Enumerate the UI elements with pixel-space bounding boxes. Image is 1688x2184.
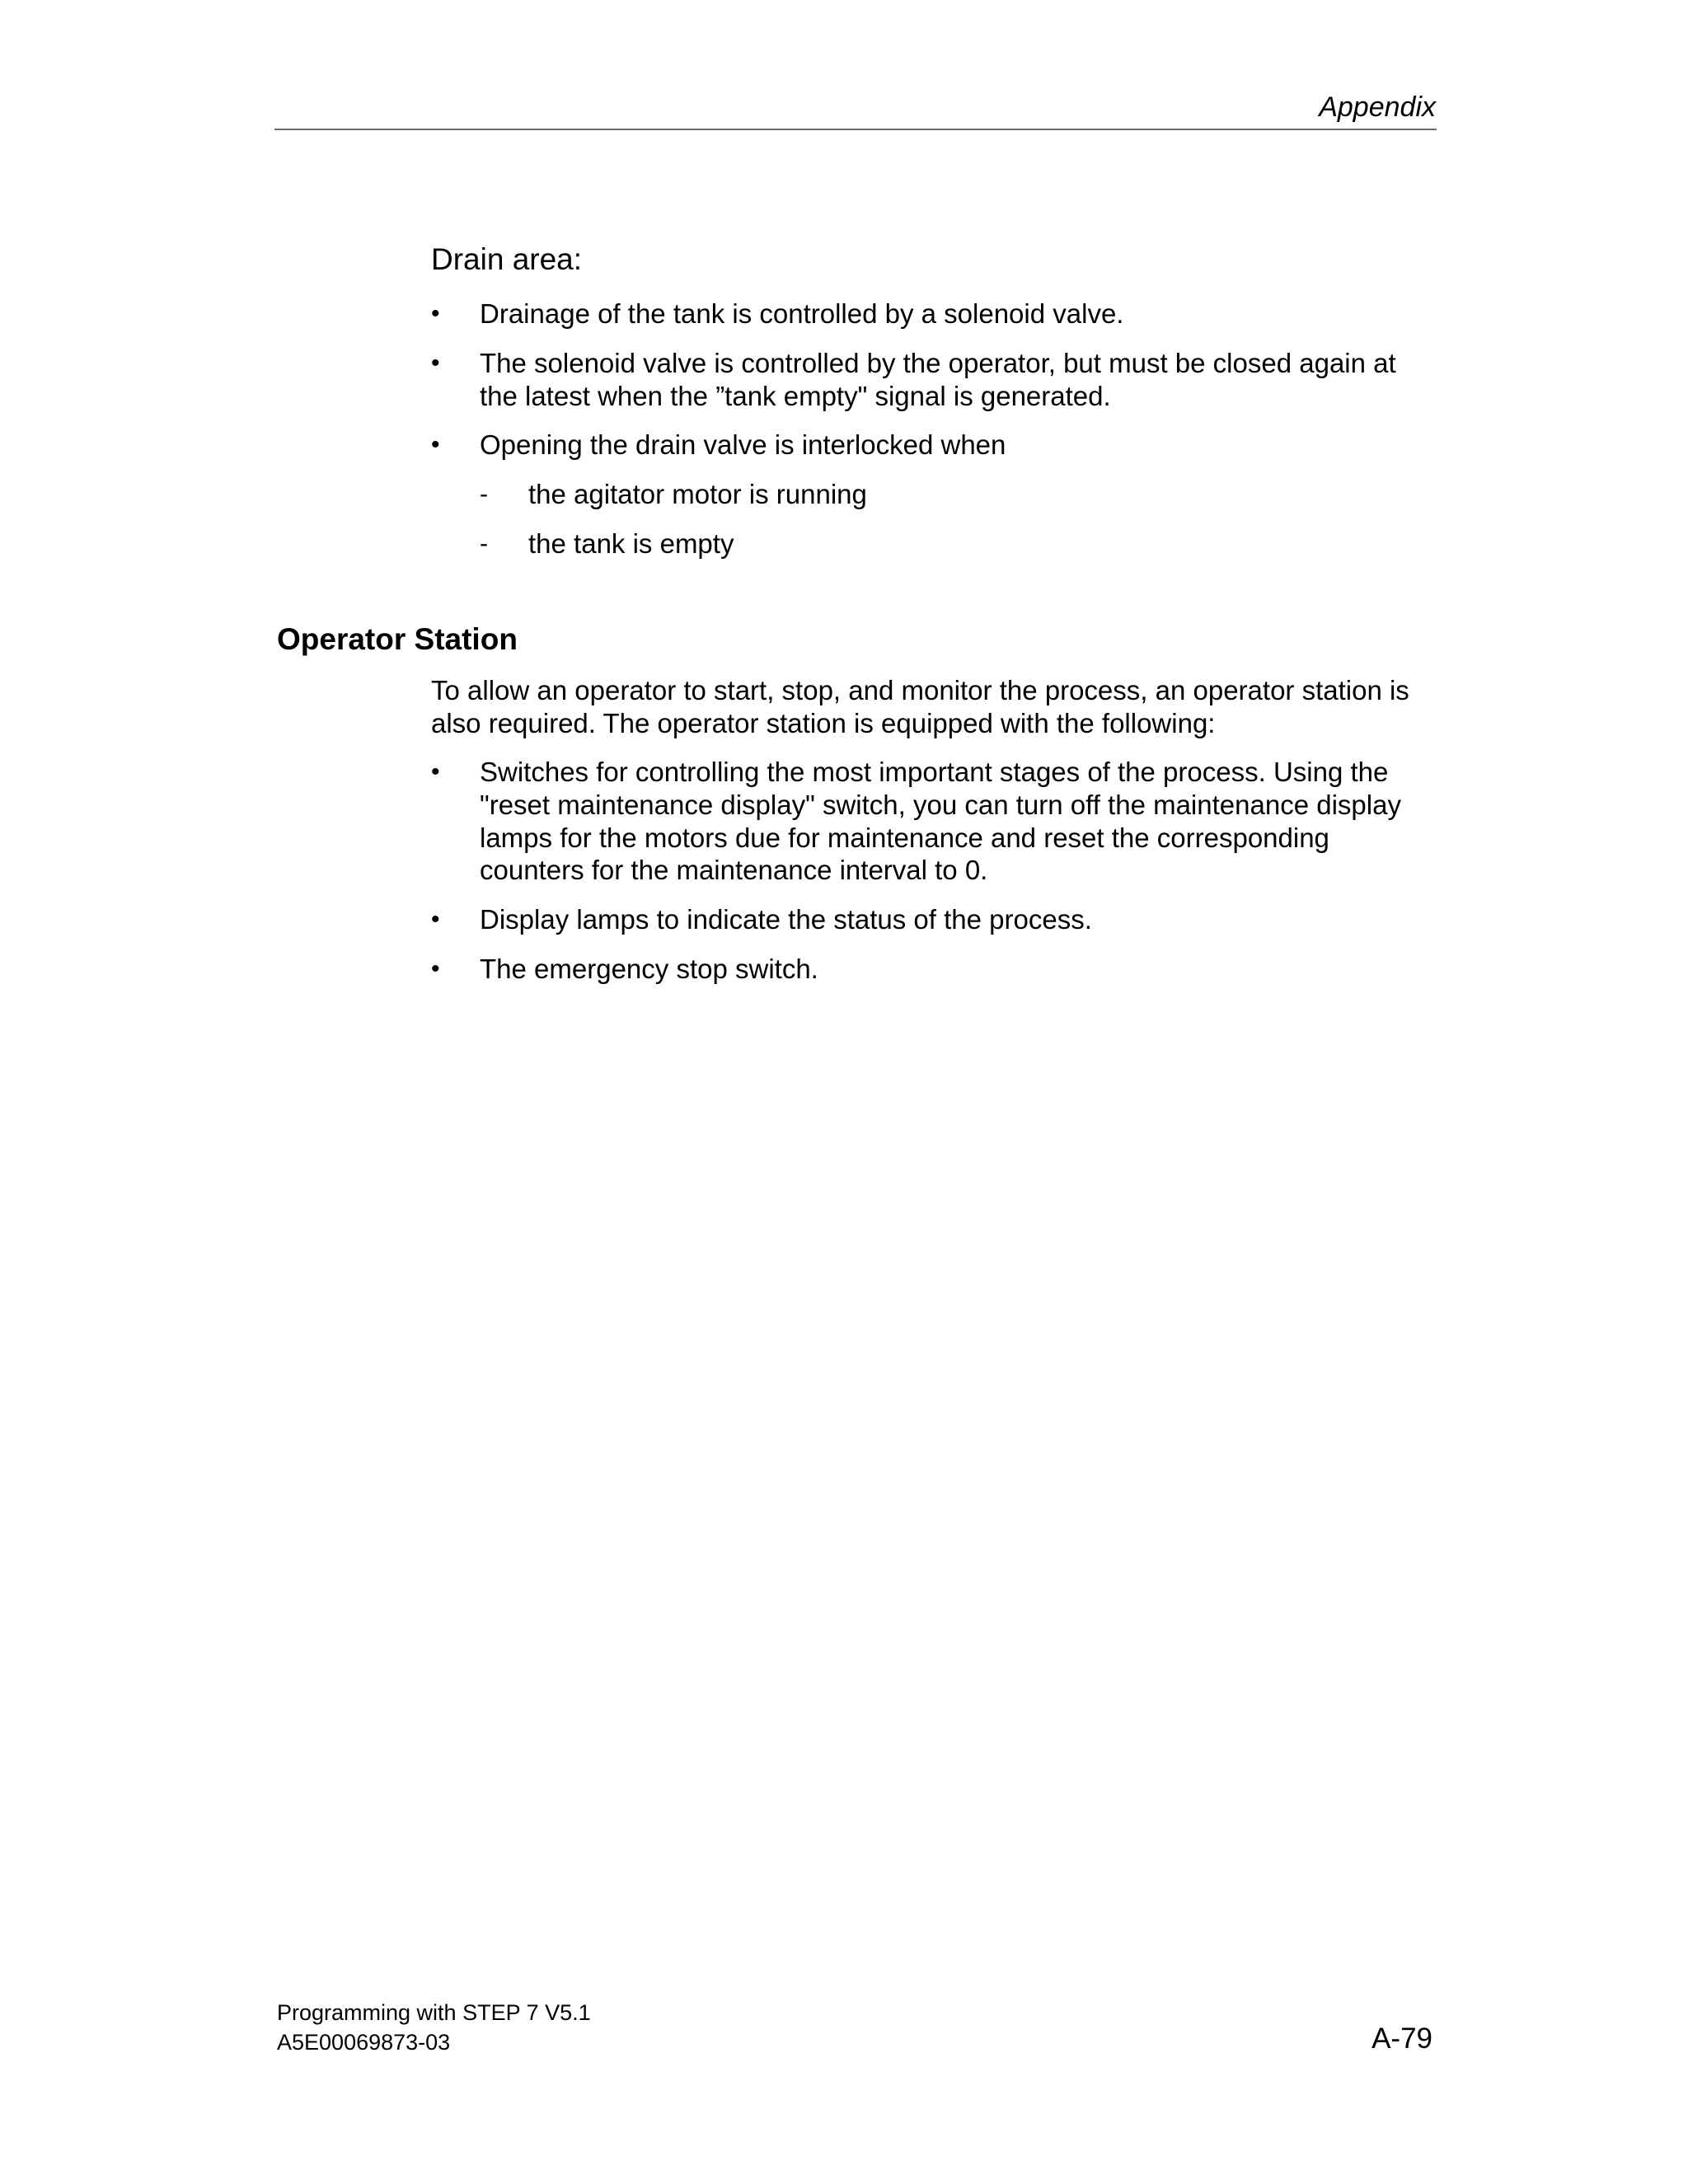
page-number: A-79 bbox=[1372, 2022, 1432, 2055]
bullet-icon: • bbox=[431, 349, 440, 377]
station-bullet-2: Display lamps to indicate the status of the process. bbox=[480, 904, 1092, 935]
dash-icon: - bbox=[480, 530, 488, 557]
interlock-item-2: the tank is empty bbox=[528, 528, 734, 559]
operator-station-heading: Operator Station bbox=[277, 622, 518, 656]
bullet-icon: • bbox=[431, 758, 440, 785]
footer-document-info bbox=[277, 1998, 591, 2057]
footer-doc-number: A5E00069873-03 bbox=[277, 2030, 451, 2055]
bullet-icon: • bbox=[431, 300, 440, 327]
station-bullet-1-line-2: "reset maintenance display" switch, you can turn off the maintenance display bbox=[480, 790, 1401, 820]
bullet-icon: • bbox=[431, 431, 440, 458]
drain-area-heading: Drain area: bbox=[431, 242, 583, 276]
header-divider bbox=[274, 129, 1437, 130]
intro-line-2: also required. The operator station is equipped with the following: bbox=[431, 708, 1216, 738]
footer-manual-title: Programming with STEP 7 V5.1 bbox=[277, 2000, 591, 2025]
bullet-icon: • bbox=[431, 955, 440, 982]
drain-bullet-3: Opening the drain valve is interlocked when bbox=[480, 429, 1006, 460]
drain-bullet-2-line-2: the latest when the ”tank empty" signal is generated. bbox=[480, 381, 1111, 411]
station-bullet-3: The emergency stop switch. bbox=[480, 954, 818, 984]
header-section-name: Appendix bbox=[1319, 91, 1436, 123]
interlock-item-1: the agitator motor is running bbox=[528, 479, 867, 509]
station-bullet-1-line-1: Switches for controlling the most important stages of the process. Using the bbox=[480, 757, 1389, 787]
drain-bullet-1: Drainage of the tank is controlled by a solenoid valve. bbox=[480, 298, 1124, 329]
dash-icon: - bbox=[480, 480, 488, 508]
drain-bullet-2-line-1: The solenoid valve is controlled by the operator, but must be closed again at bbox=[480, 348, 1396, 378]
station-bullet-1-line-3: lamps for the motors due for maintenance and reset the corresponding bbox=[480, 823, 1329, 853]
station-bullet-1-line-4: counters for the maintenance interval to 0. bbox=[480, 855, 988, 885]
bullet-icon: • bbox=[431, 906, 440, 933]
intro-line-1: To allow an operator to start, stop, and monitor the process, an operator station is bbox=[431, 675, 1409, 705]
